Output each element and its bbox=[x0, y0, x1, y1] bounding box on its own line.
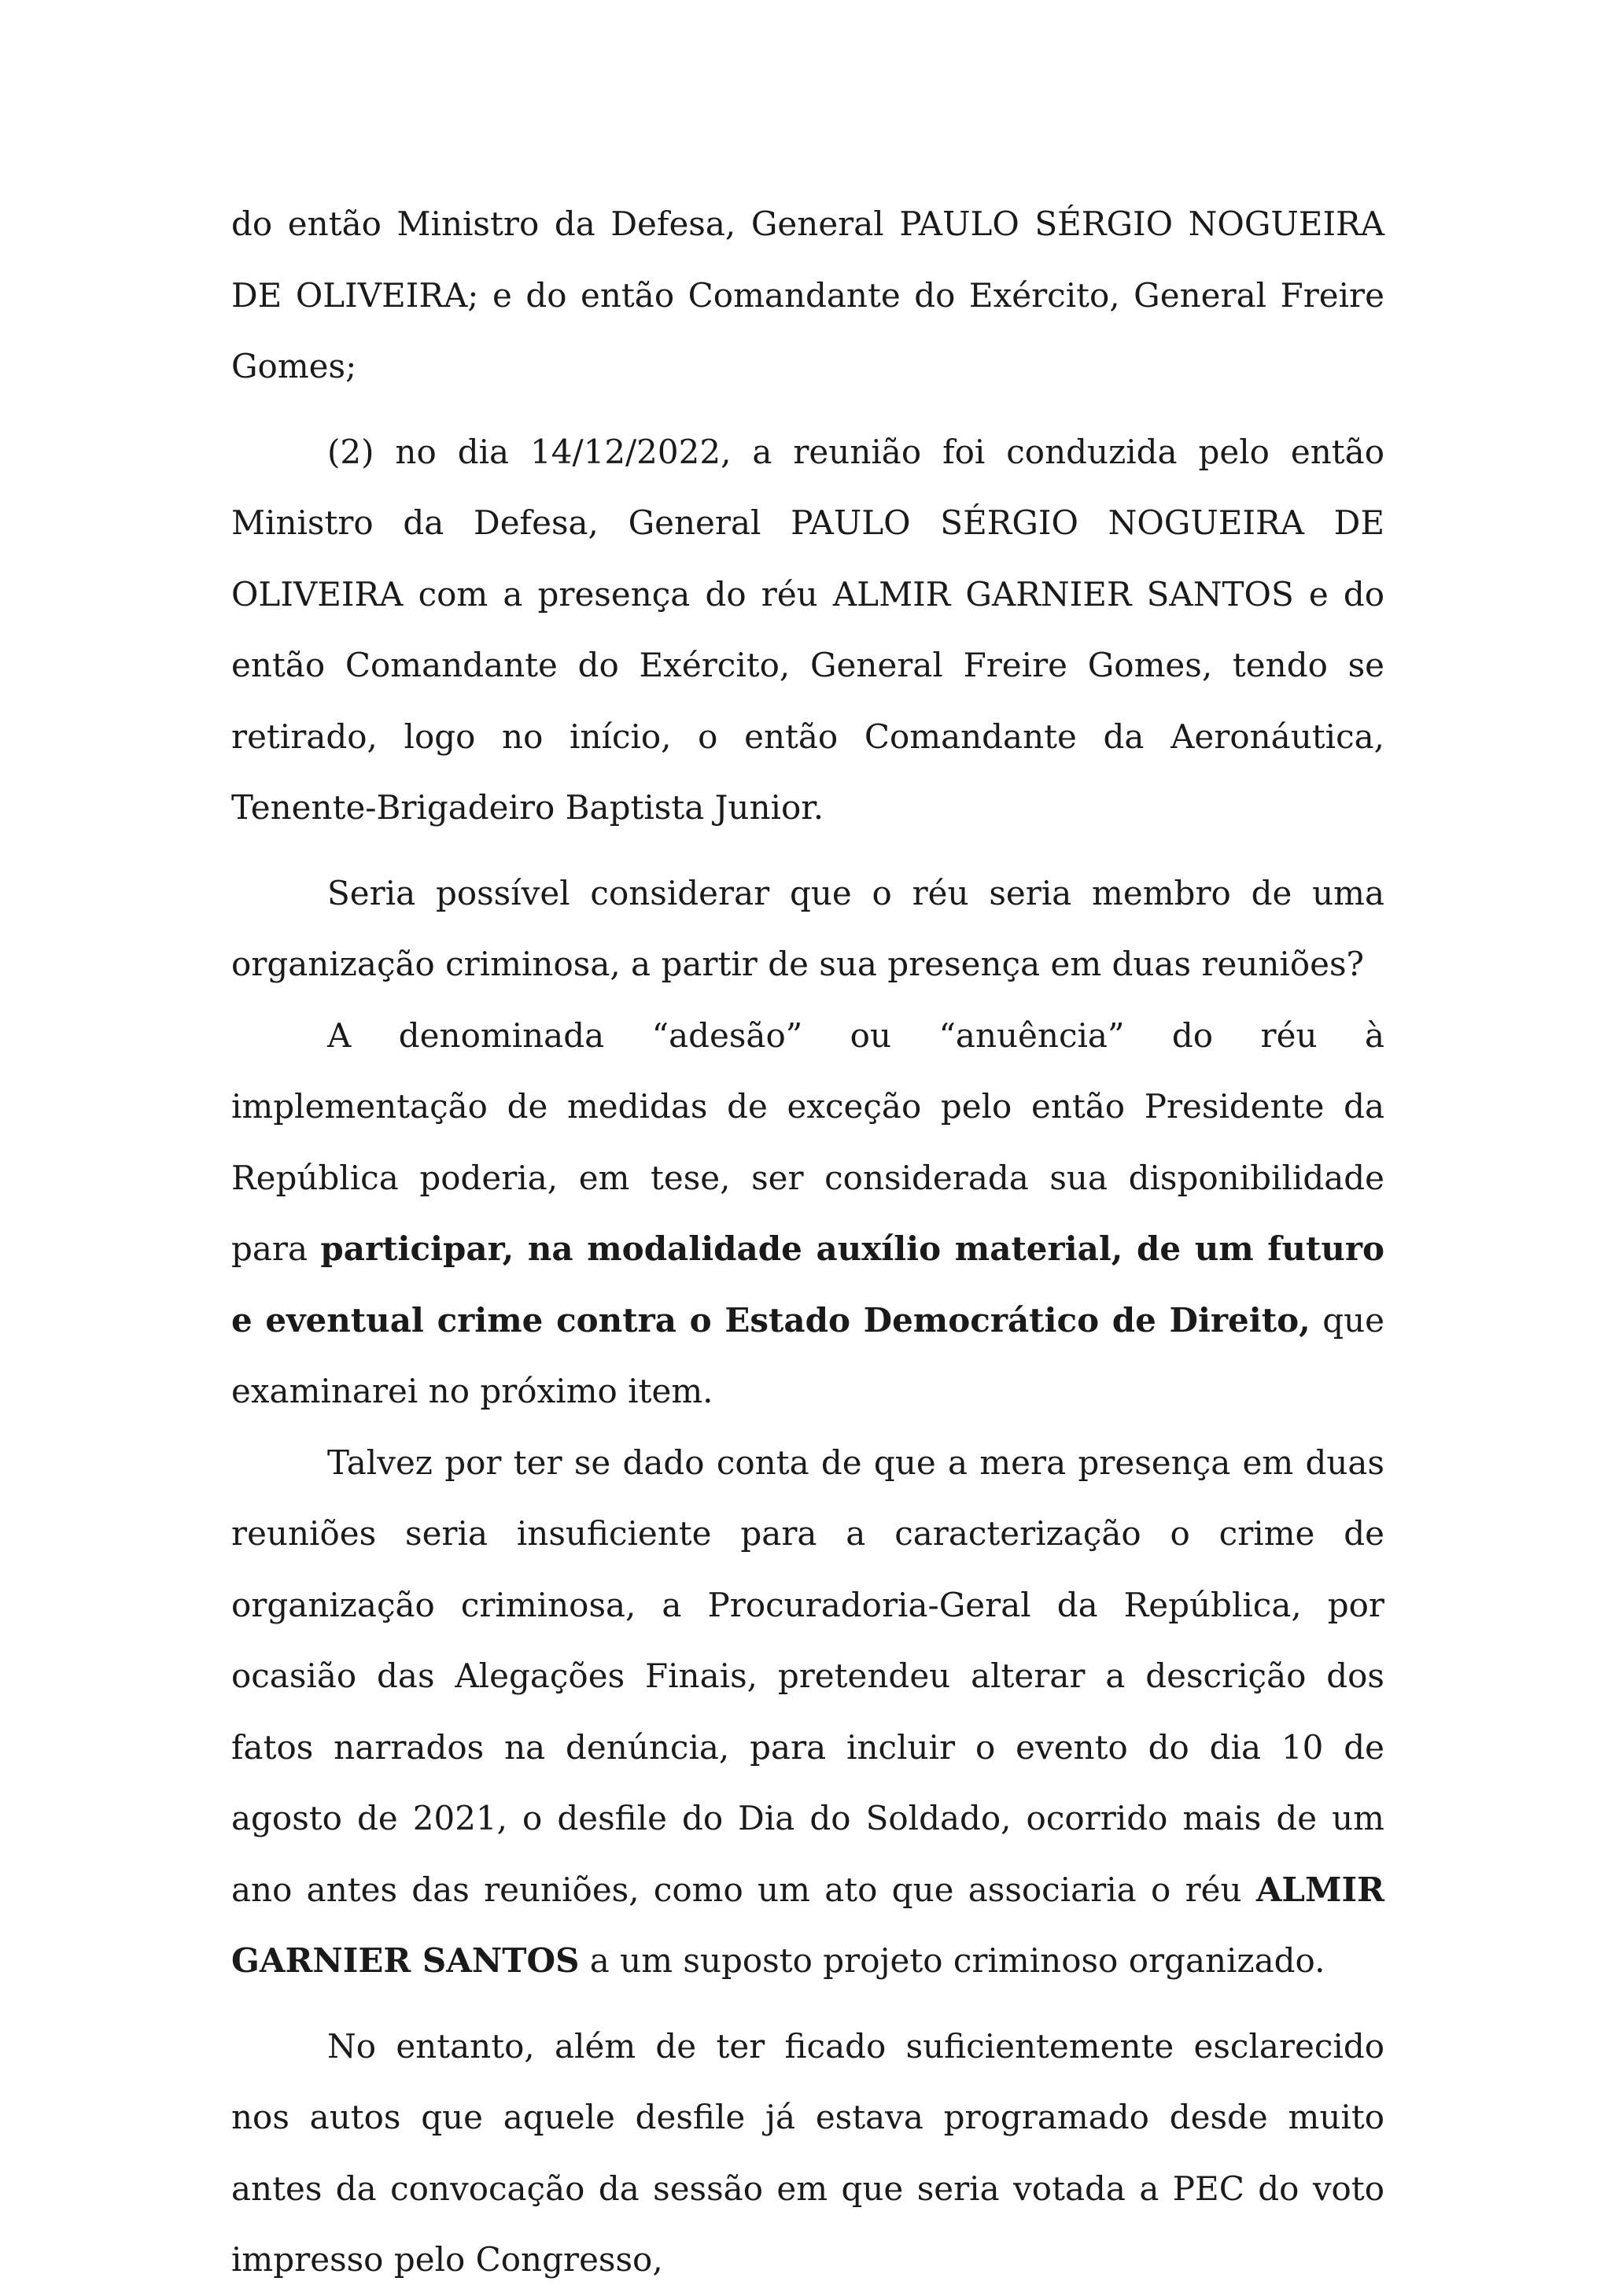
paragraph-3 bbox=[231, 858, 1384, 1001]
paragraph-1-text: do então Ministro da Defesa, General PAULO SÉRGIO NOGUEIRA DE OLIVEIRA; e do então Comandante do Exército, General Freire Gomes; bbox=[231, 205, 1384, 385]
paragraph-5-bold-name: ALMIR GARNIER SANTOS bbox=[231, 1870, 1384, 1980]
paragraph-6-text: No entanto, além de ter ficado suficientemente esclarecido nos autos que aquele desfile já estava programado desde muito antes da convocação da sessão em que seria votada a PEC do voto impresso pelo Congresso, bbox=[231, 2026, 1384, 2279]
paragraph-3-text: Seria possível considerar que o réu seria membro de uma organização criminosa, a partir de sua presença em duas reuniões? bbox=[231, 873, 1384, 983]
paragraph-5-text-a: Talvez por ter se dado conta de que a mera presença em duas reuniões seria insuficiente para a caracterização o crime de organização criminosa, a Procuradoria-Geral da República, por ocasião das Alegações Finais, pretendeu alterar a descrição dos fatos narrados na denúncia, para incluir o evento do dia 10 de agosto de 2021, o desfile do Dia do Soldado, ocorrido mais de um ano antes das reuniões, como um ato que associaria o réu bbox=[231, 1443, 1384, 1909]
paragraph-1 bbox=[231, 189, 1384, 403]
document-body bbox=[231, 189, 1384, 2296]
paragraph-4-bold-text: participar, na modalidade auxílio material, de um futuro e eventual crime contra o Estado Democrático de Direito, bbox=[231, 1229, 1384, 1340]
paragraph-5-text-b: a um suposto projeto criminoso organizado. bbox=[579, 1941, 1325, 1980]
paragraph-4-text-a: A denominada “adesão” ou “anuência” do réu à implementação de medidas de exceção pelo então Presidente da República poderia, em tese, ser considerada sua disponibilidade para bbox=[231, 1015, 1384, 1268]
paragraph-4-text-b: que examinarei no próximo item. bbox=[231, 1300, 1384, 1410]
paragraph-2 bbox=[231, 417, 1384, 844]
paragraph-5 bbox=[231, 1428, 1384, 1997]
paragraph-2-text: (2) no dia 14/12/2022, a reunião foi conduzida pelo então Ministro da Defesa, General PAULO SÉRGIO NOGUEIRA DE OLIVEIRA com a presença do réu ALMIR GARNIER SANTOS e do então Comandante do Exército, General Freire Gomes, tendo se retirado, logo no início, o então Comandante da Aeronáutica, Tenente-Brigadeiro Baptista Junior. bbox=[231, 432, 1384, 827]
paragraph-6 bbox=[231, 2011, 1384, 2296]
paragraph-4 bbox=[231, 1001, 1384, 1428]
